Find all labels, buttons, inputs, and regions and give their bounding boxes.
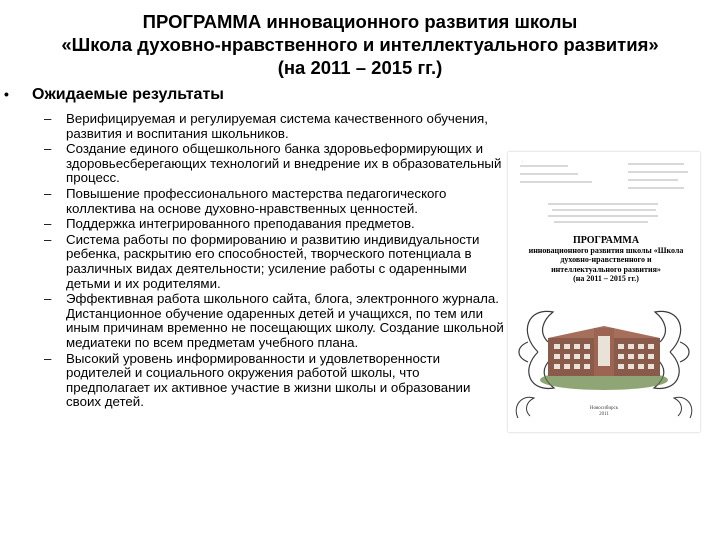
cover-year: 2011 bbox=[599, 412, 609, 417]
svg-text:.: . bbox=[522, 158, 523, 163]
list-item: – Эффективная работа школьного сайта, блога, электронного журнала. Дистанционное обучение одаренных детей и учащихся, по тем или иным причинам временно не посещающих школу. Создание школьной медиатеки по всем предметам учебного плана. bbox=[44, 292, 504, 350]
slide-title bbox=[20, 10, 700, 79]
list-item: – Повышение профессионального мастерства педагогического коллектива на основе духовно-нравственных ценностей. bbox=[44, 187, 504, 216]
list-item: – Верифицируемая и регулируемая система качественного обучения, развития и воспитания школьников. bbox=[44, 112, 504, 141]
cover-city-year bbox=[578, 406, 630, 418]
title-line-2: «Школа духовно-нравственного и интеллектуального развития» bbox=[61, 34, 659, 55]
program-cover-image bbox=[508, 152, 700, 432]
list-item: – Высокий уровень информированности и удовлетворенности родителей и социального окружения работой школы, что предполагает их активное участие в жизни школы и образовании своих детей. bbox=[44, 352, 504, 410]
list-item: – Создание единого общешкольного банка здоровьеформирующих и здоровьесберегающих технологий и внедрение их в образовательный процесс. bbox=[44, 142, 504, 186]
results-list bbox=[44, 112, 504, 411]
cover-title-big: ПРОГРАММА bbox=[572, 235, 640, 246]
section-heading: Ожидаемые результаты bbox=[32, 86, 224, 103]
title-line-3: (на 2011 – 2015 гг.) bbox=[277, 57, 443, 78]
cover-title-rest: инновационного развития школы «Школа духовно-нравственного и интеллектуального развития» bbox=[528, 245, 684, 274]
list-item: – Поддержка интегрированного преподавания предметов. bbox=[44, 217, 504, 232]
bullet-dot: • bbox=[4, 86, 9, 102]
building bbox=[548, 326, 660, 376]
title-line-1: ПРОГРАММА инновационного развития школы bbox=[142, 11, 578, 32]
cover-city: Новосибирск bbox=[589, 406, 619, 411]
list-item: – Система работы по формированию и развитию индивидуальности ребенка, раскрытию его способностей, творческого потенциала в различных видах деятельности; усиление работы с одаренными детьми и их родителями. bbox=[44, 233, 504, 291]
cover-years: (на 2011 – 2015 гг.) bbox=[573, 274, 639, 283]
approval-blocks bbox=[508, 152, 700, 232]
cover-title bbox=[526, 236, 686, 284]
